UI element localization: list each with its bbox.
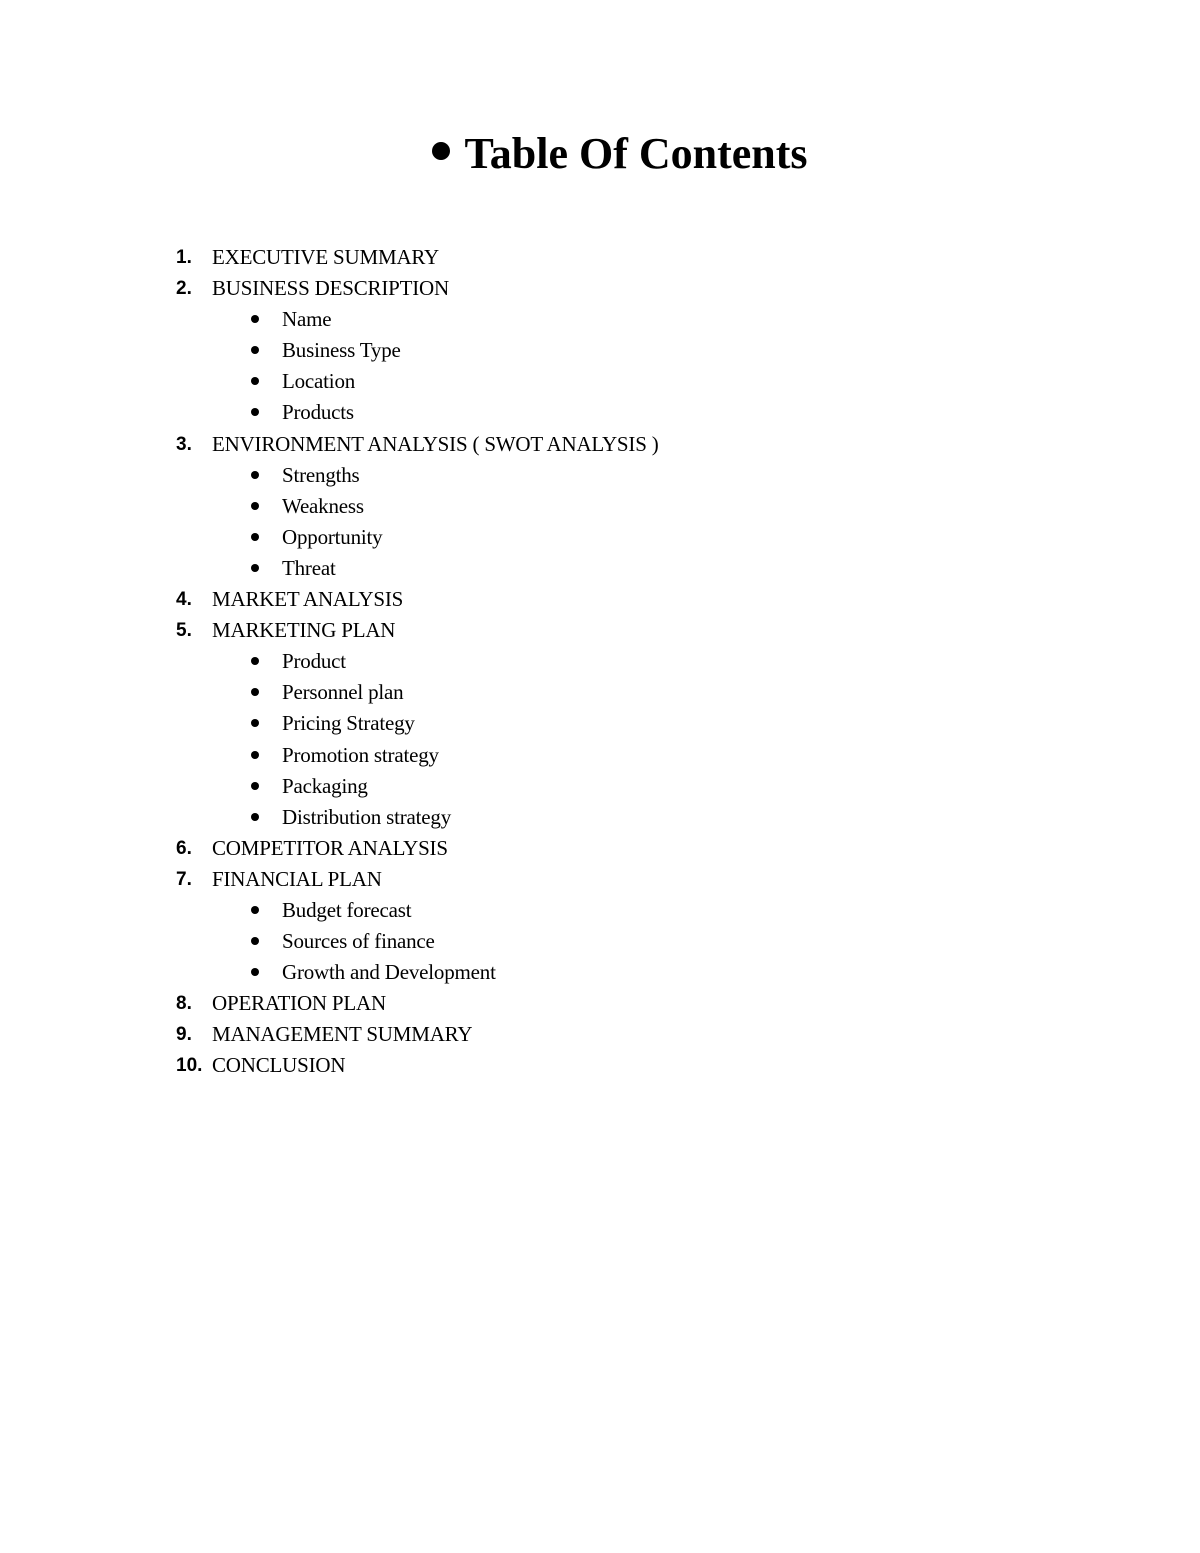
bullet-icon [432, 142, 450, 160]
section-label: ENVIRONMENT ANALYSIS ( SWOT ANALYSIS ) [212, 431, 659, 456]
section-number: 2. [176, 278, 192, 300]
bullet-icon [251, 751, 259, 759]
bullet-icon [251, 937, 259, 945]
section-number: 10. [176, 1055, 203, 1077]
section-label: MARKETING PLAN [212, 618, 396, 643]
toc-section [0, 429, 1200, 460]
toc-section [0, 273, 1200, 304]
bullet-icon [251, 377, 259, 385]
toc-subitem [0, 491, 1200, 522]
toc-section [0, 1019, 1200, 1050]
bullet-icon [251, 813, 259, 821]
subitem-label: Promotion strategy [282, 742, 439, 767]
page-title-text: Table Of Contents [464, 129, 808, 178]
subitem-label: Pricing Strategy [282, 711, 415, 736]
bullet-icon [251, 315, 259, 323]
toc-subitem [0, 366, 1200, 397]
section-number: 6. [176, 837, 192, 859]
subitem-label: Packaging [282, 773, 368, 798]
bullet-icon [251, 564, 259, 572]
toc-subitem [0, 397, 1200, 428]
table-of-contents [0, 242, 1200, 1082]
section-number: 1. [176, 247, 192, 268]
bullet-icon [251, 782, 259, 790]
subitem-label: Products [282, 400, 354, 425]
section-label: MANAGEMENT SUMMARY [212, 1022, 473, 1047]
subitem-label: Budget forecast [282, 897, 412, 922]
bullet-icon [251, 502, 259, 510]
subitem-label: Opportunity [282, 524, 383, 549]
section-label: COMPETITOR ANALYSIS [212, 835, 448, 860]
subitem-label: Strengths [282, 462, 360, 487]
toc-subitem [0, 460, 1200, 491]
toc-subitem [0, 677, 1200, 708]
bullet-icon [251, 346, 259, 354]
subitem-label: Distribution strategy [282, 804, 452, 829]
subitem-label: Location [282, 369, 356, 394]
subitem-label: Product [282, 649, 346, 674]
toc-subitem [0, 895, 1200, 926]
subitem-label: Sources of finance [282, 929, 435, 954]
bullet-icon [251, 968, 259, 976]
toc-section [0, 864, 1200, 895]
toc-section [0, 833, 1200, 864]
toc-subitem [0, 646, 1200, 677]
bullet-icon [251, 719, 259, 727]
subitem-label: Personnel plan [282, 680, 404, 705]
bullet-icon [251, 471, 259, 479]
page-title [0, 124, 1200, 184]
subitem-label: Threat [282, 555, 336, 580]
bullet-icon [251, 408, 259, 416]
section-number: 4. [176, 589, 192, 611]
toc-section [0, 615, 1200, 646]
section-label: MARKET ANALYSIS [212, 587, 404, 612]
section-number: 9. [176, 1024, 192, 1046]
section-label: BUSINESS DESCRIPTION [212, 276, 449, 301]
toc-section [0, 988, 1200, 1019]
toc-subitem [0, 802, 1200, 833]
toc-section [0, 584, 1200, 615]
section-number: 3. [176, 433, 192, 455]
section-number: 7. [176, 868, 192, 890]
section-label: OPERATION PLAN [212, 991, 386, 1016]
toc-subitem [0, 926, 1200, 957]
toc-section [0, 1050, 1200, 1081]
toc-section [0, 242, 1200, 273]
toc-subitem [0, 740, 1200, 771]
section-label: EXECUTIVE SUMMARY [212, 245, 440, 269]
toc-subitem [0, 304, 1200, 335]
toc-subitem [0, 553, 1200, 584]
bullet-icon [251, 533, 259, 541]
section-number: 5. [176, 620, 192, 642]
toc-subitem [0, 335, 1200, 366]
subitem-label: Weakness [282, 493, 364, 518]
bullet-icon [251, 688, 259, 696]
subitem-label: Name [282, 307, 332, 332]
section-number: 8. [176, 993, 192, 1015]
section-label: CONCLUSION [212, 1053, 346, 1078]
toc-subitem [0, 957, 1200, 988]
subitem-label: Business Type [282, 338, 401, 363]
toc-subitem [0, 771, 1200, 802]
bullet-icon [251, 657, 259, 665]
toc-subitem [0, 522, 1200, 553]
toc-subitem [0, 708, 1200, 739]
bullet-icon [251, 906, 259, 914]
section-label: FINANCIAL PLAN [212, 866, 382, 891]
subitem-label: Growth and Development [282, 960, 496, 985]
